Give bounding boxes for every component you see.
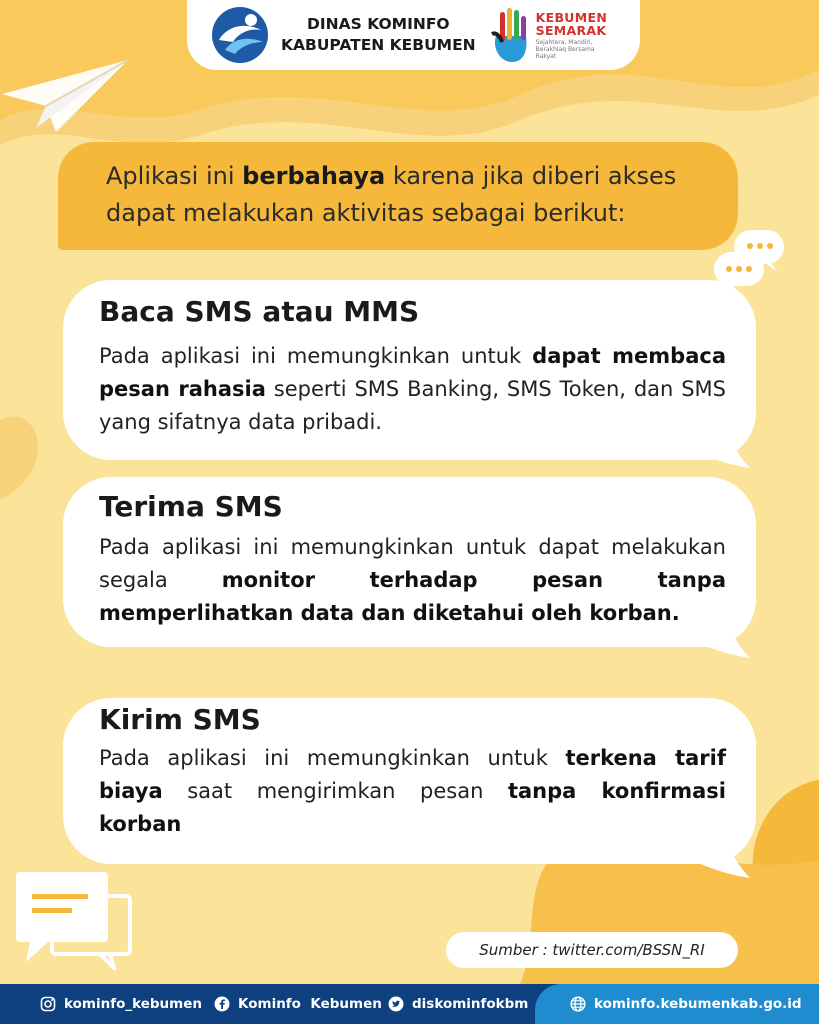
source-label: Sumber : twitter.com/BSSN_RI bbox=[446, 932, 738, 968]
instagram-icon bbox=[40, 996, 56, 1012]
footer-website[interactable] bbox=[570, 984, 802, 1024]
kominfo-logo-icon bbox=[211, 6, 269, 64]
header-banner bbox=[187, 0, 640, 70]
kebumen-hand-logo-icon bbox=[490, 6, 532, 64]
org-name-line1: DINAS KOMINFO bbox=[307, 15, 450, 33]
card-bold: dapat membaca pesan rahasia bbox=[99, 344, 727, 401]
twitter-icon bbox=[388, 996, 404, 1012]
card-text: seperti SMS Banking, SMS Token, dan SMS yang sifatnya data pribadi. bbox=[99, 377, 726, 434]
org-name-line2: KABUPATEN KEBUMEN bbox=[281, 36, 476, 54]
twitter-handle: diskominfokbm bbox=[412, 996, 529, 1012]
intro-banner bbox=[58, 142, 738, 250]
brand-tagline: Sejahtera, Mandiri, Berakhlaq Bersama Rakyat bbox=[535, 38, 595, 60]
brand-title-line1: KEBUMEN bbox=[535, 9, 608, 25]
card-title: Baca SMS atau MMS bbox=[99, 295, 420, 328]
kebumen-brand bbox=[536, 11, 616, 60]
footer-instagram[interactable] bbox=[40, 984, 202, 1024]
card-terima-sms bbox=[63, 477, 756, 647]
instagram-handle: kominfo_kebumen bbox=[64, 996, 202, 1012]
card-bold: monitor terhadap pesan tanpa memperlihatkan data dan diketahui oleh korban. bbox=[99, 568, 726, 625]
card-kirim-sms bbox=[63, 698, 756, 864]
paper-plane-icon bbox=[0, 56, 132, 136]
card-text: Pada aplikasi ini memungkinkan untuk bbox=[99, 344, 533, 368]
card-body bbox=[99, 340, 726, 439]
card-text: saat mengirimkan pesan bbox=[162, 779, 508, 803]
intro-text-1: Aplikasi ini bbox=[106, 162, 243, 190]
facebook-icon bbox=[214, 996, 230, 1012]
card-text: Pada aplikasi ini memungkinkan untuk bbox=[99, 746, 566, 770]
website-url: kominfo.kebumenkab.go.id bbox=[594, 996, 802, 1012]
brand-title-line2: SEMARAK bbox=[535, 22, 607, 38]
chat-boxes-icon bbox=[14, 870, 134, 970]
card-bold: terkena tarif biaya bbox=[99, 746, 726, 803]
org-name bbox=[281, 14, 476, 56]
card-baca-sms bbox=[63, 280, 756, 460]
footer-twitter[interactable] bbox=[388, 984, 528, 1024]
card-body bbox=[99, 742, 726, 841]
globe-icon bbox=[570, 996, 586, 1012]
card-text: Pada aplikasi ini memungkinkan untuk dapat melakukan segala bbox=[99, 535, 726, 592]
intro-bold: berbahaya bbox=[242, 162, 386, 190]
card-body bbox=[99, 531, 726, 630]
intro-text-2: karena jika diberi akses dapat melakukan aktivitas sebagai berikut: bbox=[106, 162, 677, 227]
card-bold: tanpa konfirmasi korban bbox=[99, 779, 726, 836]
card-title: Kirim SMS bbox=[99, 703, 261, 736]
footer-facebook[interactable] bbox=[214, 984, 382, 1024]
card-title: Terima SMS bbox=[99, 490, 283, 523]
facebook-handle: Kominfo Kebumen bbox=[238, 996, 382, 1012]
